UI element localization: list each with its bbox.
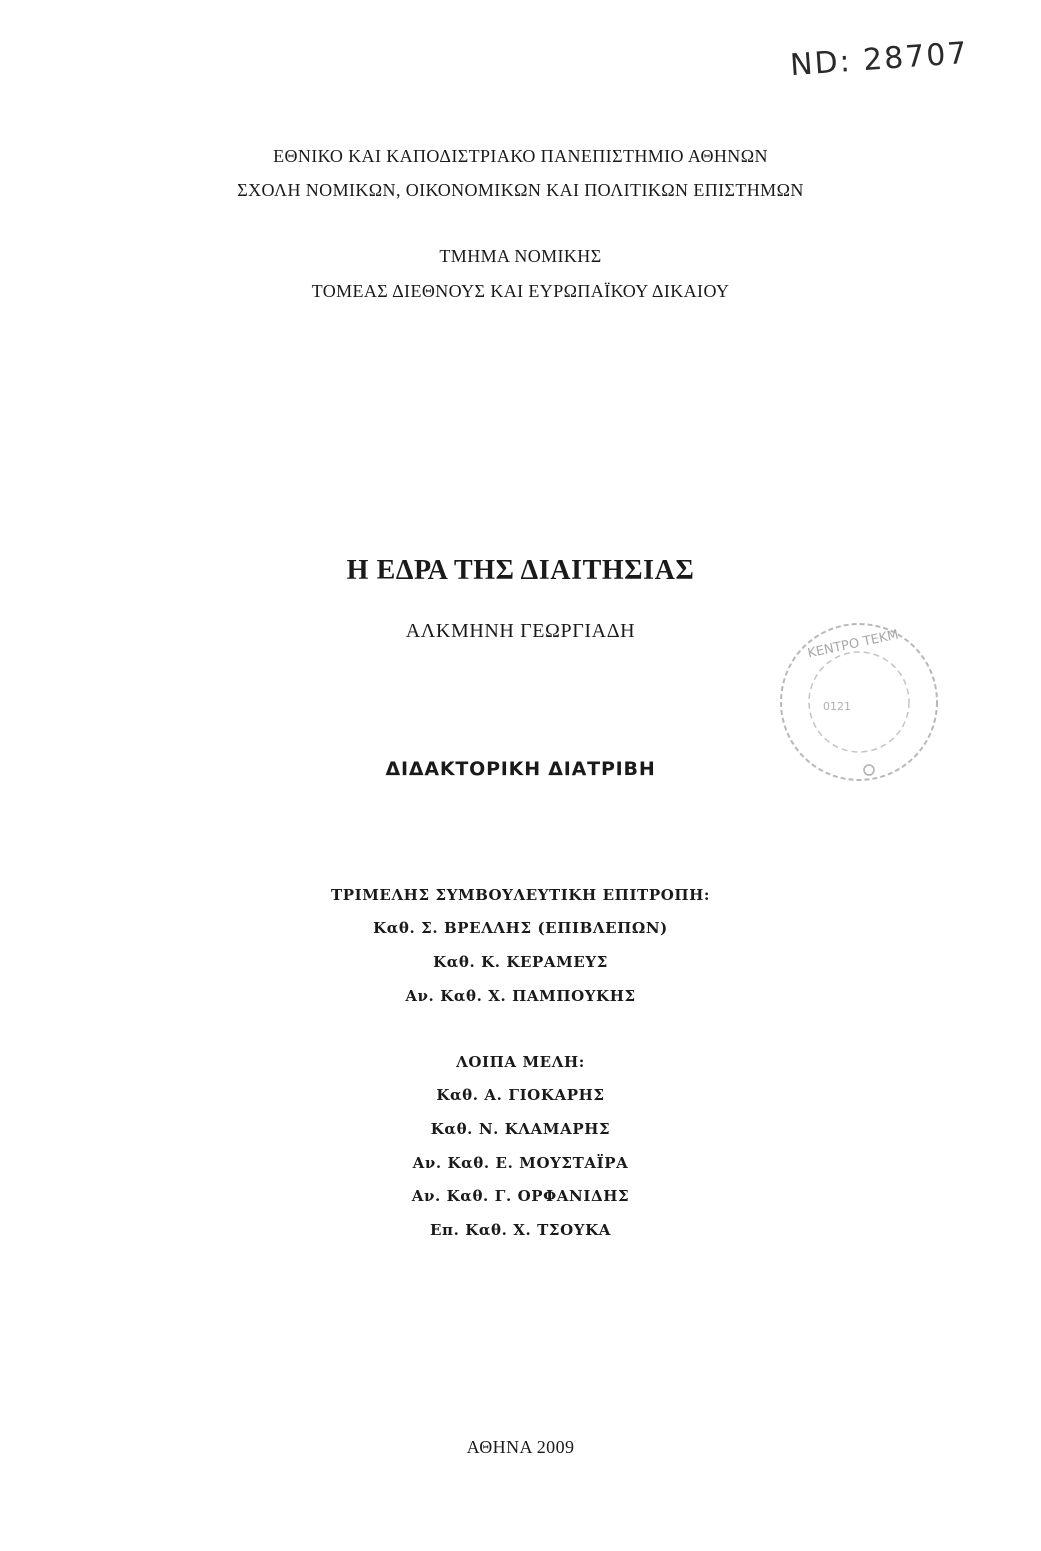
other-members-heading: ΛΟΙΠΑ ΜΕΛΗ:	[456, 1053, 585, 1071]
other-member: Αν. Καθ. Γ. ΟΡΦΑΝΙΔΗΣ	[411, 1187, 630, 1205]
author-name: ΑΛΚΜΗΝΗ ΓΕΩΡΓΙΑΔΗ	[405, 620, 636, 642]
library-stamp	[775, 618, 943, 786]
thesis-title: Η ΕΔΡΑ ΤΗΣ ΔΙΑΙΤΗΣΙΑΣ	[346, 555, 695, 586]
other-member: Καθ. Ν. ΚΛΑΜΑΡΗΣ	[430, 1120, 611, 1138]
svg-text:0121: 0121	[823, 700, 851, 713]
committee-member: Καθ. Σ. ΒΡΕΛΛΗΣ (ΕΠΙΒΛΕΠΩΝ)	[373, 919, 668, 937]
other-member: Επ. Καθ. Χ. ΤΣΟΥΚΑ	[430, 1221, 611, 1239]
handwritten-note: ND: 28707	[788, 35, 970, 84]
svg-text:ΚΕΝΤΡΟ ΤΕΚΜ: ΚΕΝΤΡΟ ΤΕΚΜ	[806, 627, 900, 662]
department-name: ΤΜΗΜΑ ΝΟΜΙΚΗΣ	[439, 246, 602, 266]
document-type: ΔΙΔΑΚΤΟΡΙΚΗ ΔΙΑΤΡΙΒΗ	[385, 758, 656, 780]
committee-member: Καθ. Κ. ΚΕΡΑΜΕΥΣ	[433, 953, 608, 971]
place-and-year: ΑΘΗΝΑ 2009	[466, 1437, 575, 1457]
school-name: ΣΧΟΛΗ ΝΟΜΙΚΩΝ, ΟΙΚΟΝΟΜΙΚΩΝ ΚΑΙ ΠΟΛΙΤΙΚΩΝ ΕΠΙΣΤΗΜΩΝ	[237, 180, 804, 200]
sector-name: ΤΟΜΕΑΣ ΔΙΕΘΝΟΥΣ ΚΑΙ ΕΥΡΩΠΑΪΚΟΥ ΔΙΚΑΙΟΥ	[311, 281, 730, 301]
committee-member: Αν. Καθ. Χ. ΠΑΜΠΟΥΚΗΣ	[405, 987, 636, 1005]
other-member: Καθ. Α. ΓΙΟΚΑΡΗΣ	[436, 1086, 605, 1104]
university-name: ΕΘΝΙΚΟ ΚΑΙ ΚΑΠΟΔΙΣΤΡΙΑΚΟ ΠΑΝΕΠΙΣΤΗΜΙΟ ΑΘΗΝΩΝ	[273, 146, 768, 166]
advisory-committee-heading: ΤΡΙΜΕΛΗΣ ΣΥΜΒΟΥΛΕΥΤΙΚΗ ΕΠΙΤΡΟΠΗ:	[330, 886, 711, 904]
other-member: Αν. Καθ. Ε. ΜΟΥΣΤΑΪΡΑ	[412, 1154, 629, 1172]
